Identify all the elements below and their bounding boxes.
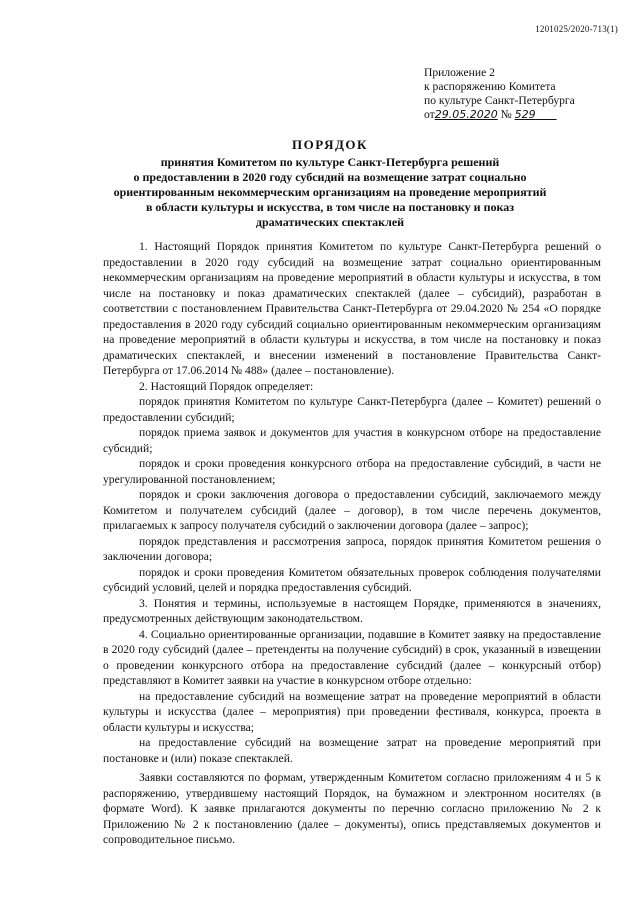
appendix-line-1: Приложение 2 (424, 66, 495, 79)
handwritten-number: 529 (514, 108, 536, 121)
title-heading: ПОРЯДОК (292, 137, 368, 152)
list-item: порядок приема заявок и документов для участия в конкурсном отборе на предоставление субсидий; (103, 426, 601, 455)
list-item: порядок и сроки проведения конкурсного отбора на предоставление субсидий, в части не урегулированной постановлением; (103, 457, 601, 486)
document-title (100, 137, 560, 230)
title-line-1: принятия Комитетом по культуре Санкт-Петербурга решений (160, 155, 500, 169)
list-item: на предоставление субсидий на возмещение затрат на проведение мероприятий в области культуры и искусства (далее – мероприятия) при проведении фестиваля, конкурса, проекта в области культуры и искусства; (103, 689, 601, 734)
number-sign: № (500, 108, 512, 121)
date-prefix: от (424, 108, 435, 121)
appendix-block (424, 66, 575, 122)
title-line-5: драматических спектаклей (255, 215, 405, 229)
list-item: на предоставление субсидий на возмещение затрат на проведение мероприятий при постановке и (или) показе спектаклей. (103, 736, 601, 765)
paragraph-4: 4. Социально ориентированные организации, подавшие в Комитет заявку на предоставление в 2020 году субсидий (далее – претенденты на получение субсидий) в срок, указанный в извещении о проведении конкурсного отбора на предоставление субсидий (далее – конкурсный отбор) представляют в Комитет заявки на участие в конкурсном отборе отдельно: (103, 627, 601, 687)
document-body (103, 239, 601, 848)
list-item: порядок принятия Комитетом по культуре Санкт-Петербурга (далее – Комитет) решений о предоставлении субсидий; (103, 395, 601, 424)
document-code: 1201025/2020-713(1) (535, 24, 618, 34)
handwritten-date: 29.05.2020 (434, 108, 498, 121)
appendix-line-2: к распоряжению Комитета (424, 80, 556, 93)
paragraph-1: 1. Настоящий Порядок принятия Комитетом по культуре Санкт-Петербурга решений о предоставлении в 2020 году субсидий на возмещение затрат социально ориентированным некоммерческим организациям на проведение мероприятий в области культуры и искусства, в том числе на постановку и показ драматических спектаклей (далее – субсидий), разработан в соответствии с постановлением Правительства Санкт-Петербурга от 29.04.2020 № 254 «О порядке предоставления в 2020 году субсидий социально ориентированным некоммерческим организациям на проведение мероприятий в области культуры и искусства, в том числе на постановку и показ драматических спектаклей, и внесении изменений в постановление Правительства Санкт-Петербурга от 17.06.2014 № 488» (далее – постановление). (103, 240, 601, 377)
appendix-line-3: по культуре Санкт-Петербурга (424, 94, 575, 107)
list-item: порядок представления и рассмотрения запроса, порядок принятия Комитетом решения о заключении договора; (103, 534, 601, 563)
paragraph-3: 3. Понятия и термины, используемые в настоящем Порядке, применяются в значениях, предусмотренных действующим законодательством. (103, 596, 601, 625)
paragraph-applications: Заявки составляются по формам, утвержденным Комитетом согласно приложениям 4 и 5 к распоряжению, утвердившему настоящий Порядок, на бумажном и электронном носителях (в формате Word). К заявке прилагаются документы по перечню согласно приложению № 2 к Приложению № 2 к постановлению (далее – документы), опись представляемых документов и сопроводительное письмо. (103, 771, 601, 846)
title-line-3: ориентированным некоммерческим организациям на проведение мероприятий (113, 185, 547, 199)
list-item: порядок и сроки проведения Комитетом обязательных проверок соблюдения получателями субсидий условий, целей и порядка предоставления субсидий. (103, 565, 601, 594)
paragraph-2: 2. Настоящий Порядок определяет: (139, 379, 314, 393)
appendix-date-line (424, 108, 575, 122)
title-line-2: о предоставлении в 2020 году субсидий на возмещение затрат социально (133, 170, 527, 184)
list-item: порядок и сроки заключения договора о предоставлении субсидий, заключаемого между Комитетом и получателем субсидий (далее – договор), в том числе перечень документов, прилагаемых к запросу получателя субсидий о заключении договора (далее – запрос); (103, 488, 601, 532)
title-line-4: в области культуры и искусства, в том числе на постановку и показ (145, 200, 515, 214)
